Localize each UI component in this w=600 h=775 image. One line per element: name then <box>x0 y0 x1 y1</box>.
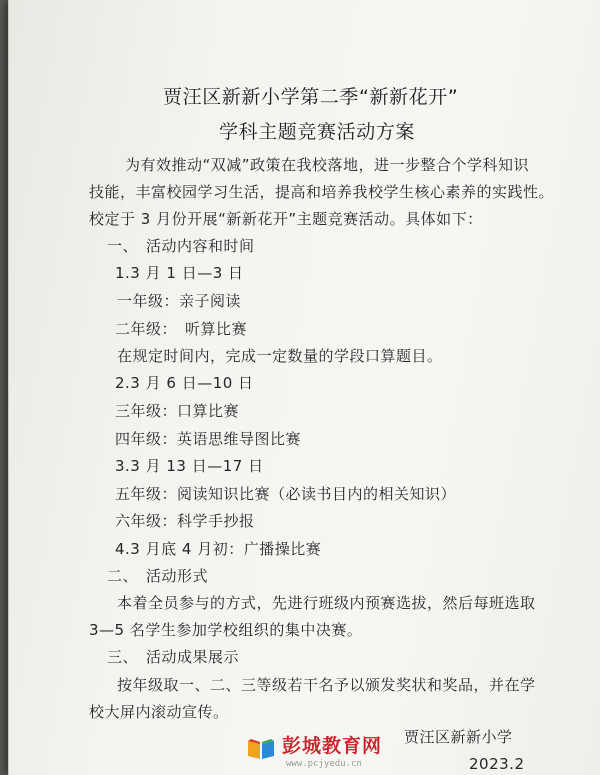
watermark-logo <box>246 733 383 773</box>
section1-line: 二年级： 听算比赛 <box>115 320 248 338</box>
section1-line: 五年级：阅读知识比赛（必读书目内的相关知识） <box>115 485 457 503</box>
section1-line: 1.3 月 1 日—3 日 <box>115 264 244 282</box>
section1-line: 2.3 月 6 日—10 日 <box>115 374 254 392</box>
section2-heading: 二、 活动形式 <box>107 567 209 585</box>
section2-line: 3—5 名学生参加学校组织的集中决赛。 <box>89 621 363 639</box>
open-book-icon <box>246 735 276 761</box>
section2-line: 本着全员参与的方式，先进行班级内预赛选拔，然后每班选取 <box>117 594 536 612</box>
section3-heading: 三、 活动成果展示 <box>107 648 240 666</box>
section1-line: 六年级：科学手抄报 <box>115 512 255 530</box>
section1-line: 4.3 月底 4 月初：广播操比赛 <box>115 540 322 558</box>
section1-line: 四年级：英语思维导图比赛 <box>115 430 302 448</box>
intro-line-1: 为有效推动“双减”政策在我校落地，进一步整合个学科知识 <box>125 156 530 174</box>
section1-line: 一年级：亲子阅读 <box>117 292 242 310</box>
section1-line: 三年级：口算比赛 <box>115 402 240 420</box>
intro-line-2: 技能，丰富校园学习生活，提高和培养我校学生核心素养的实践性。 <box>89 183 555 201</box>
document-title-line2: 学科主题竞赛活动方案 <box>219 121 416 143</box>
document-date: 2023.2 <box>469 755 525 773</box>
watermark-site-name: 彭城教育网 <box>282 735 383 757</box>
document-title-line1: 贾汪区新新小学第二季“新新花开” <box>163 86 459 108</box>
document-page <box>8 0 600 775</box>
section1-line: 3.3 月 13 日—17 日 <box>115 457 264 475</box>
section3-line: 校大屏内滚动宣传。 <box>89 703 229 721</box>
section3-line: 按年级取一、二、三等级若干名予以颁发奖状和奖品，并在学 <box>117 676 536 694</box>
section1-line: 在规定时间内，完成一定数量的学段口算题目。 <box>117 347 443 365</box>
signature: 贾汪区新新小学 <box>404 728 513 746</box>
watermark-url: www.pcjyedu.cn <box>286 759 362 769</box>
intro-line-3: 校定于 3 月份开展“新新花开”主题竞赛活动。具体如下： <box>89 210 483 228</box>
section1-heading: 一、 活动内容和时间 <box>107 237 255 255</box>
